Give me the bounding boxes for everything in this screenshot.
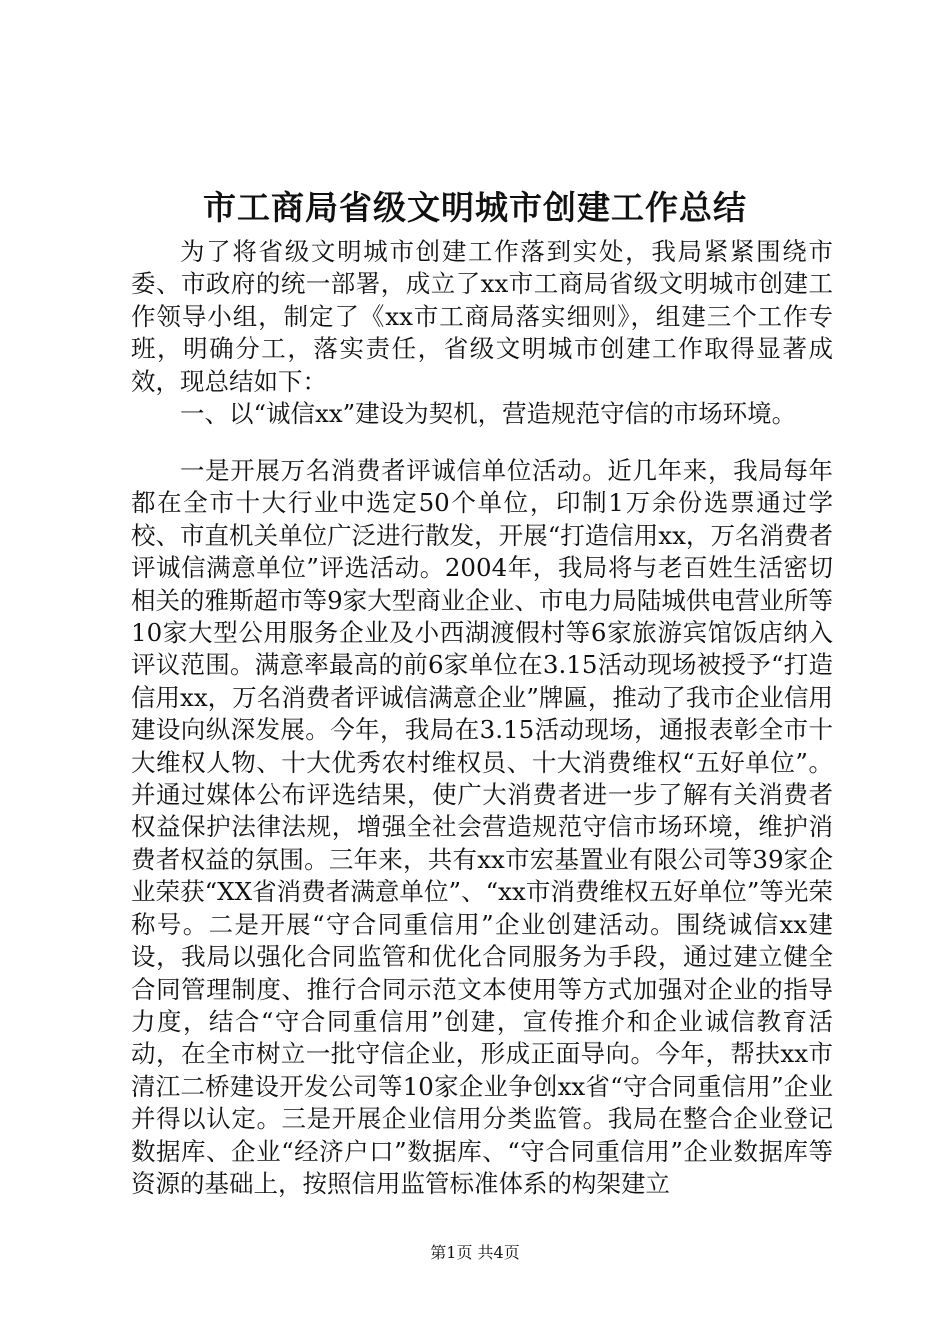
section-heading: 一、以“诚信xx”建设为契机，营造规范守信的市场环境。 (180, 399, 797, 428)
page-footer: 第1页 共4页 (430, 1243, 520, 1262)
intro-paragraph: 为了将省级文明城市创建工作落到实处，我局紧紧围绕市委、市政府的统一部署，成立了xx市工商局省级文明城市创建工作领导小组，制定了《xx市工商局落实细则》，组建三个工作专班，明确分工，落实责任，省级文明城市创建工作取得显著成效，现总结如下： (131, 237, 833, 396)
document-title: 市工商局省级文明城市创建工作总结 (203, 188, 747, 227)
body-paragraph: 一是开展万名消费者评诚信单位活动。近几年来，我局每年都在全市十大行业中选定50个单位，印制1万余份选票通过学校、市直机关单位广泛进行散发，开展“打造信用xx，万名消费者评诚信满意单位”评选活动。2004年，我局将与老百姓生活密切相关的雅斯超市等9家大型商业企业、市电力局陆城供电营业所等10家大型公用服务企业及小西湖渡假村等6家旅游宾馆饭店纳入评议范围。满意率最高的前6家单位在3.15活动现场被授予“打造信用xx，万名消费者评诚信满意企业”牌匾，推动了我市企业信用建设向纵深发展。今年，我局在3.15活动现场，通报表彰全市十大维权人物、十大优秀农村维权员、十大消费维权“五好单位”。并通过媒体公布评选结果，使广大消费者进一步了解有关消费者权益保护法律法规，增强全社会营造规范守信市场环境，维护消费者权益的氛围。三年来，共有xx市宏基置业有限公司等39家企业荣获“XX省消费者满意单位”、“xx市消费维权五好单位”等光荣称号。二是开展“守合同重信用”企业创建活动。围绕诚信xx建设，我局以强化合同监管和优化合同服务为手段，通过建立健全合同管理制度、推行合同示范文本使用等方式加强对企业的指导力度，结合“守合同重信用”创建，宣传推介和企业诚信教育活动，在全市树立一批守信企业，形成正面导向。今年，帮扶xx市清江二桥建设开发公司等10家企业争创xx省“守合同重信用”企业并得以认定。三是开展企业信用分类监管。我局在整合企业登记数据库、企业“经济户口”数据库、“守合同重信用”企业数据库等资源的基础上，按照信用监管标准体系的构架建立 (131, 456, 833, 1198)
